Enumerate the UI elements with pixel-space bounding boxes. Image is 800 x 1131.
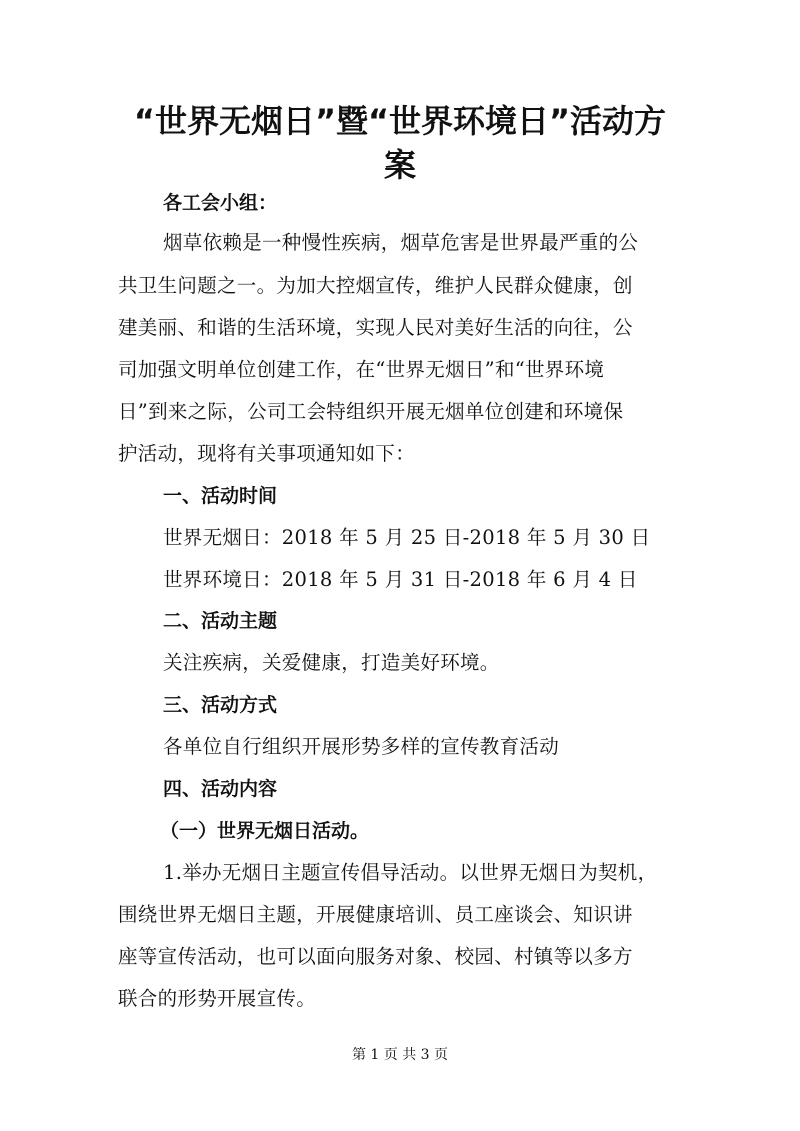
section-heading-content: 四、活动内容 xyxy=(163,778,278,800)
document-title-line2: 案 xyxy=(383,146,416,184)
smoke-free-day-dates: 世界无烟日：2018 年 5 月 25 日-2018 年 5 月 30 日 xyxy=(163,526,651,549)
intro-line: 共卫生问题之一。为加大控烟宣传，维护人民群众健康，创 xyxy=(118,274,633,297)
environment-day-dates: 世界环境日：2018 年 5 月 31 日-2018 年 6 月 4 日 xyxy=(163,568,638,591)
salutation: 各工会小组： xyxy=(163,192,278,214)
intro-line: 护活动，现将有关事项通知如下： xyxy=(118,442,416,465)
page-footer: 第 1 页 共 3 页 xyxy=(351,1047,449,1063)
intro-line: 建美丽、和谐的生活环境，实现人民对美好生活的向往，公 xyxy=(118,316,633,339)
method-text: 各单位自行组织开展形势多样的宣传教育活动 xyxy=(163,735,560,758)
section-heading-time: 一、活动时间 xyxy=(163,485,278,507)
intro-line: 烟草依赖是一种慢性疾病，烟草危害是世界最严重的公 xyxy=(163,231,639,254)
section-heading-theme: 二、活动主题 xyxy=(163,610,278,632)
section-heading-method: 三、活动方式 xyxy=(163,694,278,716)
content-line: 围绕世界无烟日主题，开展健康培训、员工座谈会、知识讲 xyxy=(118,903,633,926)
content-line: 联合的形势开展宣传。 xyxy=(118,987,317,1010)
document-title-line1: “世界无烟日”暨“世界环境日”活动方 xyxy=(133,102,667,140)
intro-line: 司加强文明单位创建工作，在“世界无烟日”和“世界环境 xyxy=(118,358,605,381)
content-line: 1.举办无烟日主题宣传倡导活动。以世界无烟日为契机， xyxy=(163,861,658,884)
theme-text: 关注疾病，关爱健康，打造美好环境。 xyxy=(163,651,500,674)
intro-line: 日”到来之际，公司工会特组织开展无烟单位创建和环境保 xyxy=(118,400,624,423)
subsection-heading-smoke-free: （一）世界无烟日活动。 xyxy=(160,820,370,842)
content-line: 座等宣传活动，也可以面向服务对象、校园、村镇等以多方 xyxy=(118,945,633,968)
